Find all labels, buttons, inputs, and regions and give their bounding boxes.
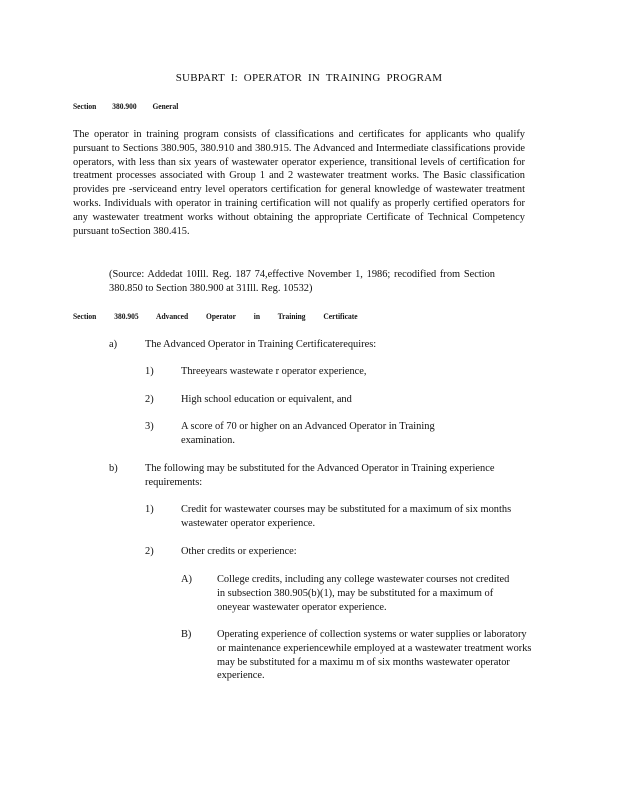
item-text-b2: Other credits or experience:	[181, 546, 297, 557]
source-note: (Source: Addedat 10Ill. Reg. 187 74,effective November 1, 1986; recodified from Section 380.850 to Section 380.900 at 31Ill. Reg. 10532)	[109, 269, 495, 294]
item-label-b2b: B)	[181, 629, 192, 640]
item-label-b1: 1)	[145, 504, 154, 515]
item-text-b2a: College credits, including any college wastewater courses not credited in subsection 380.905(b)(1), may be substituted for a maximum of oneyear wastewater operator experience.	[217, 574, 510, 613]
item-label-a: a)	[109, 339, 118, 350]
item-text-b2b: Operating experience of collection systems or water supplies or laboratory or maintenance experiencewhile employed at a wastewater treatment works may be substituted for a maximu m of six months wastewater operator experience.	[217, 629, 532, 682]
item-label-b2a: A)	[181, 574, 192, 585]
item-label-a1: 1)	[145, 366, 154, 377]
item-text-b: The following may be substituted for the Advanced Operator in Training experience requirements:	[145, 463, 495, 488]
item-text-a2: High school education or equivalent, and	[181, 394, 352, 405]
section-heading-380-900: Section 380.900 General	[73, 101, 179, 112]
item-label-b2: 2)	[145, 546, 154, 557]
item-text-a1: Threeyears wastewate r operator experience,	[181, 366, 367, 377]
item-text-a: The Advanced Operator in Training Certificaterequires:	[145, 339, 377, 350]
item-label-a3: 3)	[145, 421, 154, 432]
section-heading-380-905: Section 380.905 Advanced Operator in Training Certificate	[73, 311, 358, 322]
item-label-a2: 2)	[145, 394, 154, 405]
subpart-title: SUBPART I: OPERATOR IN TRAINING PROGRAM	[175, 72, 443, 84]
item-text-a3: A score of 70 or higher on an Advanced Operator in Training examination.	[181, 421, 435, 446]
item-label-b: b)	[109, 463, 118, 474]
item-text-b1: Credit for wastewater courses may be substituted for a maximum of six months wastewater operator experience.	[181, 504, 512, 529]
section-body-paragraph: The operator in training program consists of classifications and certificates for applicants who qualify pursuant to Sections 380.905, 380.910 and 380.915. The Advanced and Intermediate classifications provide operators, with less than six years of wastewater operator experience, transitional levels of certification for treatment processes associated with Group 1 and 2 wastewater treatment works. The Basic classification provides pre -serviceand entry level operators certification for general knowledge of wastewater treatment works. Individuals with operator in training certification will not qualify as properly certified operators for any wastewater treatment works without obtaining the appropriate Certificate of Technical Competency pursuant toSection 380.415.	[73, 129, 525, 237]
